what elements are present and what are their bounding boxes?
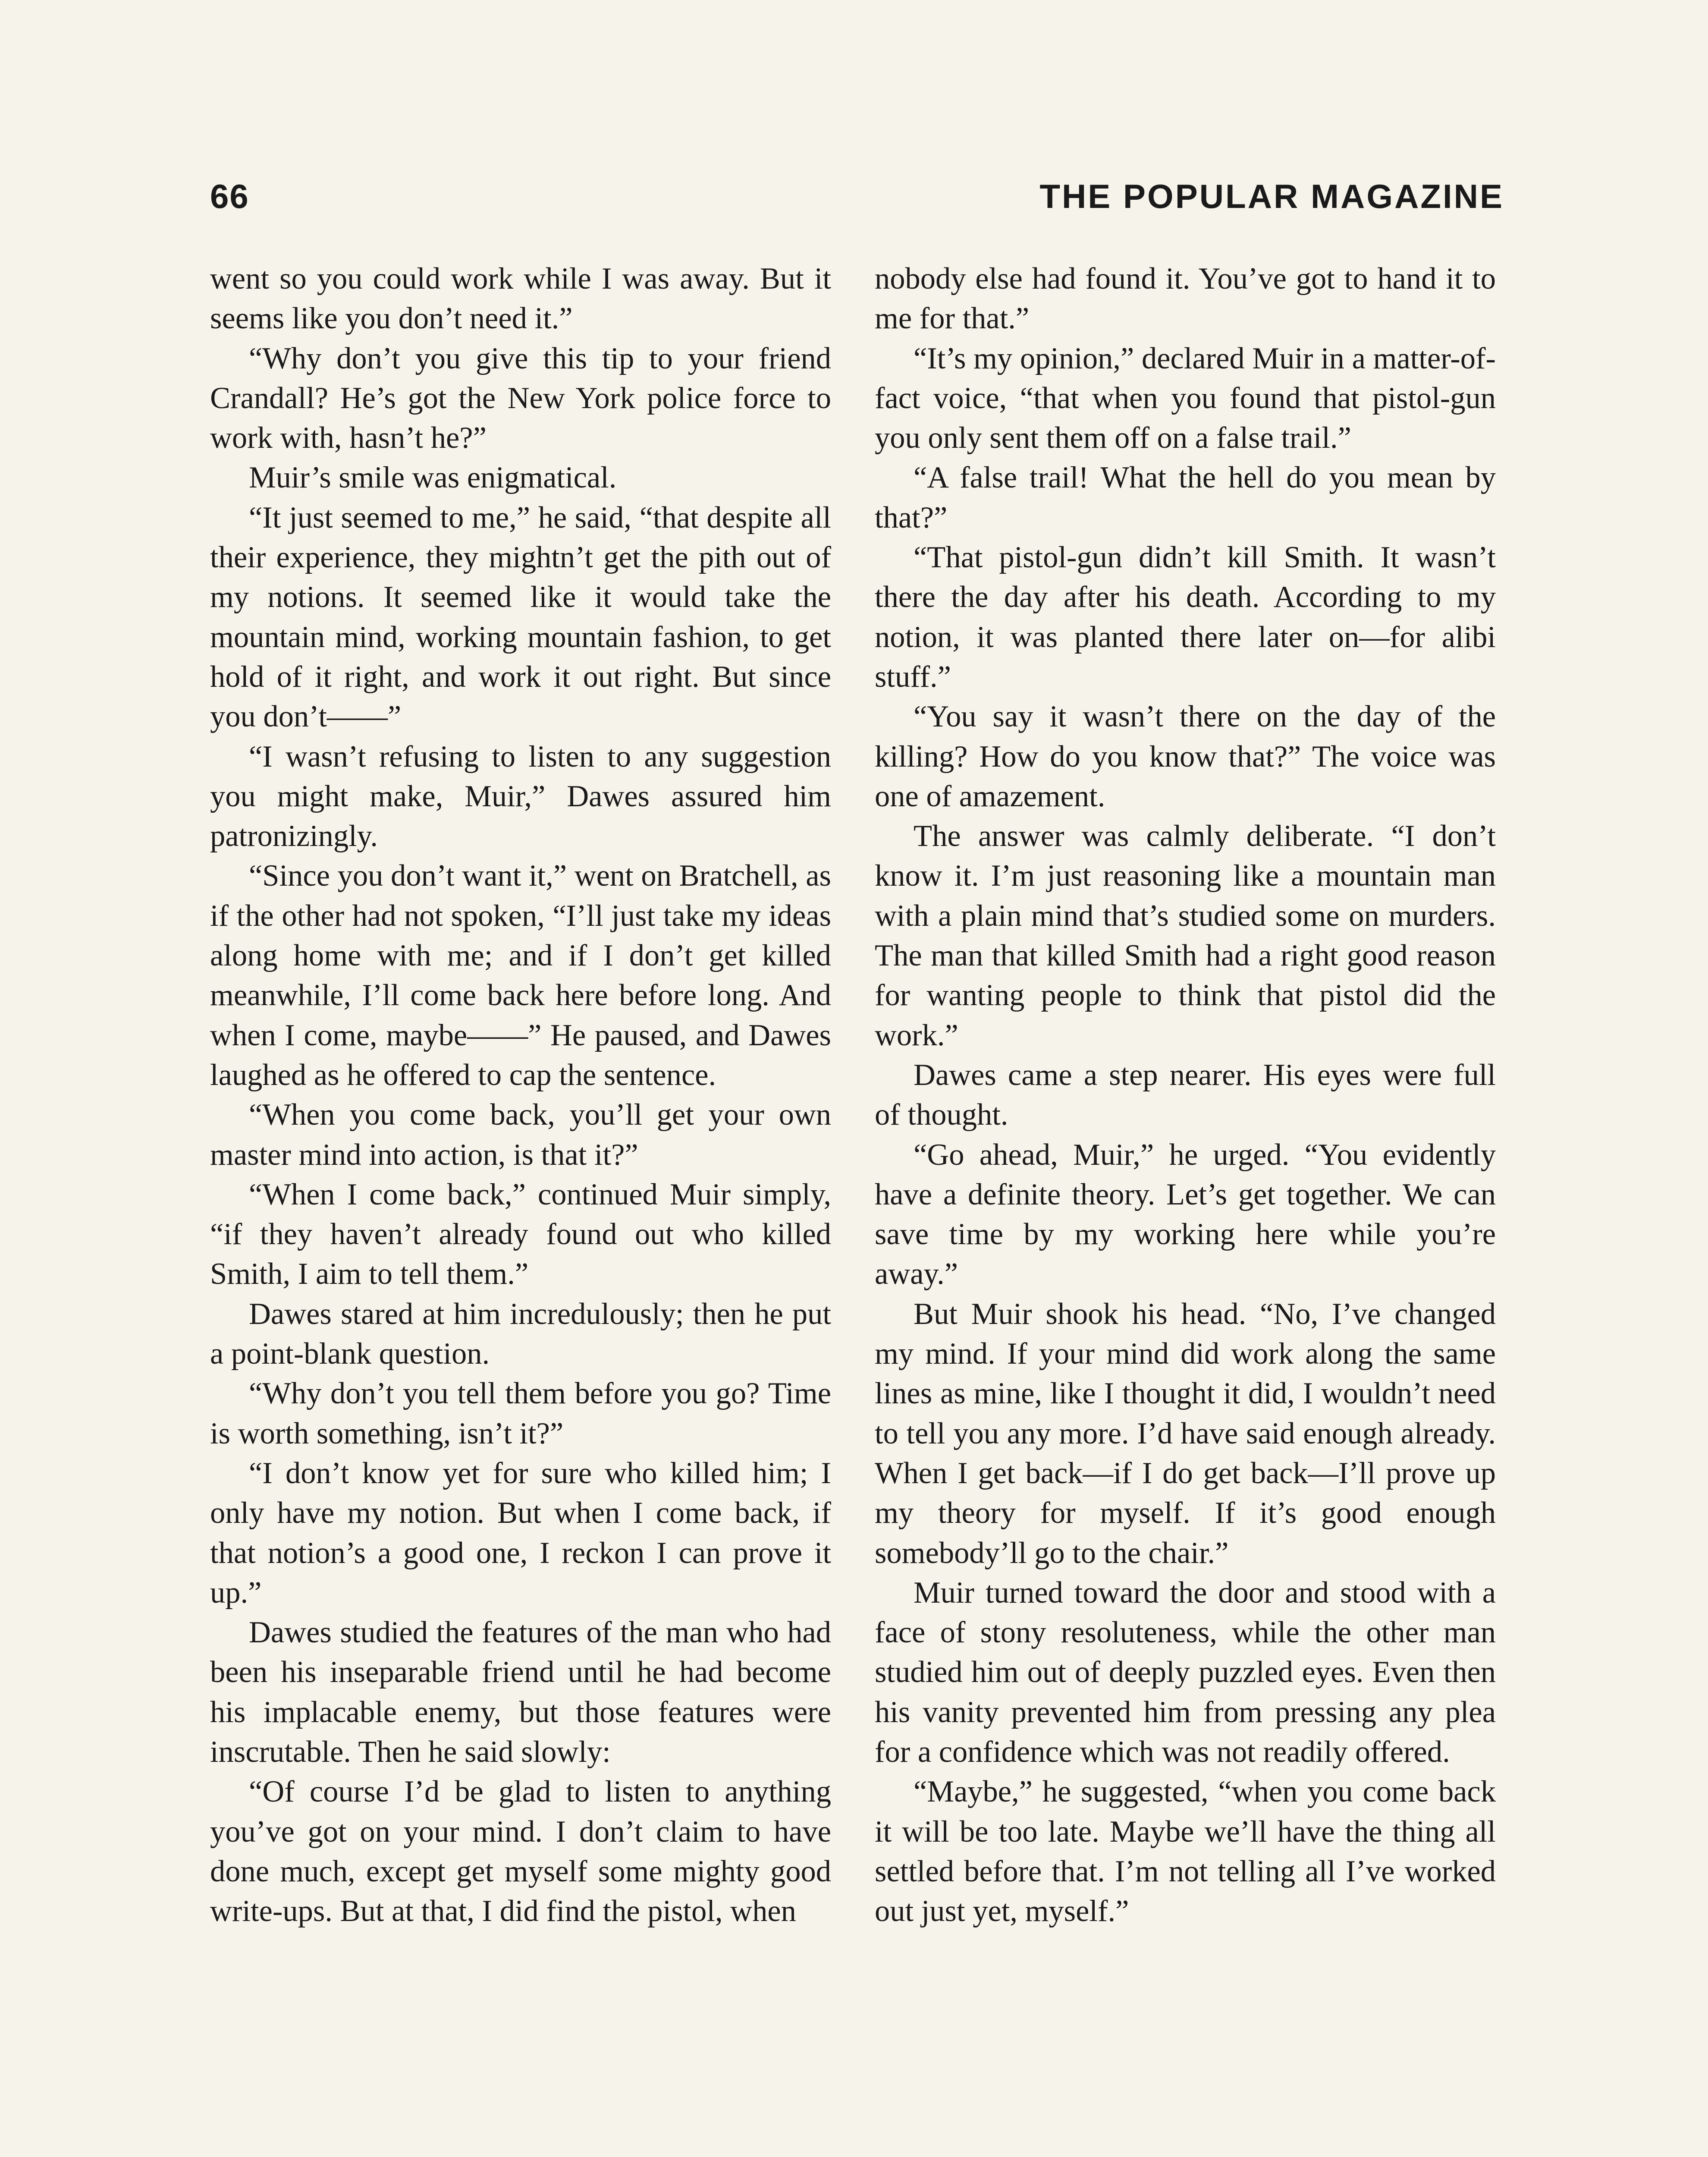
paragraph: Muir’s smile was enigmatical. (249, 461, 617, 495)
paragraph: nobody else had found it. You’ve got to hand it to me for that.” (875, 262, 1496, 336)
paragraph: “You say it wasn’t there on the day of the killing? How do you know that?” The voice was one of amazement. (875, 700, 1496, 813)
paragraph: Dawes studied the features of the man who had been his inseparable friend until he had become his implacable enemy, but those features were inscrutable. Then he said slowly: (210, 1616, 831, 1769)
paragraph: Muir turned toward the door and stood with a face of stony resoluteness, while the other man studied him out of deeply puzzled eyes. Even then his vanity prevented him from pressing any plea for a confidence which was not readily offered. (875, 1575, 1496, 1769)
paragraph: “When I come back,” continued Muir simply, “if they haven’t already found out who killed Smith, I aim to tell them.” (210, 1177, 831, 1291)
paragraph: “When you come back, you’ll get your own master mind into action, is that it?” (210, 1098, 831, 1172)
paragraph: “Of course I’d be glad to listen to anything you’ve got on your mind. I don’t claim to have done much, except get myself some mighty good write-ups. But at that, I did find the pistol, when (210, 1775, 831, 1928)
left-column (210, 259, 831, 1931)
paragraph: “I don’t know yet for sure who killed him; I only have my notion. But when I come back, if that notion’s a good one, I reckon I can prove it up.” (210, 1456, 831, 1610)
paragraph: “It’s my opinion,” declared Muir in a matter-of-fact voice, “that when you found that pistol-gun you only sent them off on a false trail.” (875, 341, 1496, 455)
paragraph: “A false trail! What the hell do you mean by that?” (875, 461, 1496, 535)
paragraph: But Muir shook his head. “No, I’ve changed my mind. If your mind did work along the same lines as mine, like I thought it did, I wouldn’t need to tell you any more. I’d have said enough already. When I get back—if I do get back—I’ll prove up my theory for myself. If it’s good enough somebody’ll go to the chair.” (875, 1297, 1496, 1570)
paragraph: Dawes came a step nearer. His eyes were full of thought. (875, 1058, 1496, 1132)
running-head: THE POPULAR MAGAZINE (1039, 177, 1504, 215)
paragraph: “It just seemed to me,” he said, “that despite all their experience, they mightn’t get the pith out of my notions. It seemed like it would take the mountain mind, working mountain fashion, to get hold of it right, and work it out right. But since you don’t——” (210, 500, 831, 734)
right-column (875, 259, 1496, 1931)
page-header (210, 177, 1504, 224)
paragraph: “Maybe,” he suggested, “when you come back it will be too late. Maybe we’ll have the thing all settled before that. I’m not telling all I’ve worked out just yet, myself.” (875, 1775, 1496, 1928)
paragraph: “I wasn’t refusing to listen to any suggestion you might make, Muir,” Dawes assured him patronizingly. (210, 739, 831, 853)
paragraph: went so you could work while I was away. But it seems like you don’t need it.” (210, 262, 831, 336)
paragraph: “That pistol-gun didn’t kill Smith. It wasn’t there the day after his death. According to my notion, it was planted there later on—for alibi stuff.” (875, 541, 1496, 694)
paragraph: “Go ahead, Muir,” he urged. “You evidently have a definite theory. Let’s get together. We can save time by my working here while you’re away.” (875, 1138, 1496, 1291)
paragraph: The answer was calmly deliberate. “I don’t know it. I’m just reasoning like a mountain man with a plain mind that’s studied some on murders. The man that killed Smith had a right good reason for wanting people to think that pistol did the work.” (875, 819, 1496, 1052)
paragraph: “Why don’t you tell them before you go? Time is worth something, isn’t it?” (210, 1377, 831, 1450)
page-number: 66 (210, 177, 249, 215)
paragraph: Dawes stared at him incredulously; then he put a point-blank question. (210, 1297, 831, 1371)
paragraph: “Why don’t you give this tip to your friend Crandall? He’s got the New York police force to work with, hasn’t he?” (210, 341, 831, 455)
paragraph: “Since you don’t want it,” went on Bratchell, as if the other had not spoken, “I’ll just take my ideas along home with me; and if I don’t get killed meanwhile, I’ll come back here before long. And when I come, maybe——” He paused, and Dawes laughed as he offered to cap the sentence. (210, 859, 831, 1092)
